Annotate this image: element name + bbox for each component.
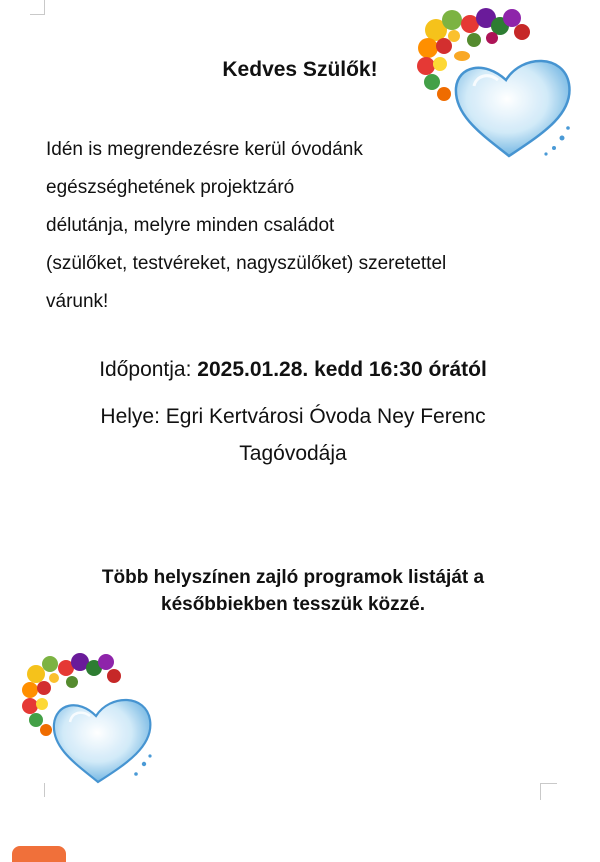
event-time-label: Időpontja: bbox=[99, 358, 192, 381]
paragraph-line: Idén is megrendezésre kerül óvodánk bbox=[46, 139, 363, 160]
note-line: Több helyszínen zajló programok listáját a bbox=[101, 567, 485, 588]
page-title: Kedves Szülők! bbox=[222, 58, 378, 81]
event-location bbox=[0, 398, 586, 472]
crop-mark-bottom-right bbox=[540, 783, 557, 800]
paragraph-line: (szülőket, testvéreket, nagyszülőket) szeretettel bbox=[46, 253, 447, 274]
invitation-paragraph bbox=[46, 131, 546, 321]
crop-mark-top-left bbox=[30, 0, 45, 15]
paragraph-line: egészséghetének projektzáró bbox=[46, 177, 295, 198]
location-line: Helye: Egri Kertvárosi Óvoda Ney Ferenc bbox=[100, 405, 486, 428]
event-time bbox=[0, 358, 586, 382]
event-time-value: 2025.01.28. kedd 16:30 órától bbox=[197, 358, 487, 381]
program-note bbox=[0, 564, 586, 618]
water-heart bbox=[54, 700, 151, 782]
bottom-edge-tab bbox=[12, 846, 66, 862]
paragraph-line: várunk! bbox=[46, 291, 109, 312]
note-line: későbbiekben tesszük közzé. bbox=[161, 594, 425, 615]
location-line: Tagóvodája bbox=[239, 442, 347, 465]
paragraph-line: délutánja, melyre minden családot bbox=[46, 215, 335, 236]
fruit-vegetable-water-heart-icon bbox=[20, 652, 155, 787]
